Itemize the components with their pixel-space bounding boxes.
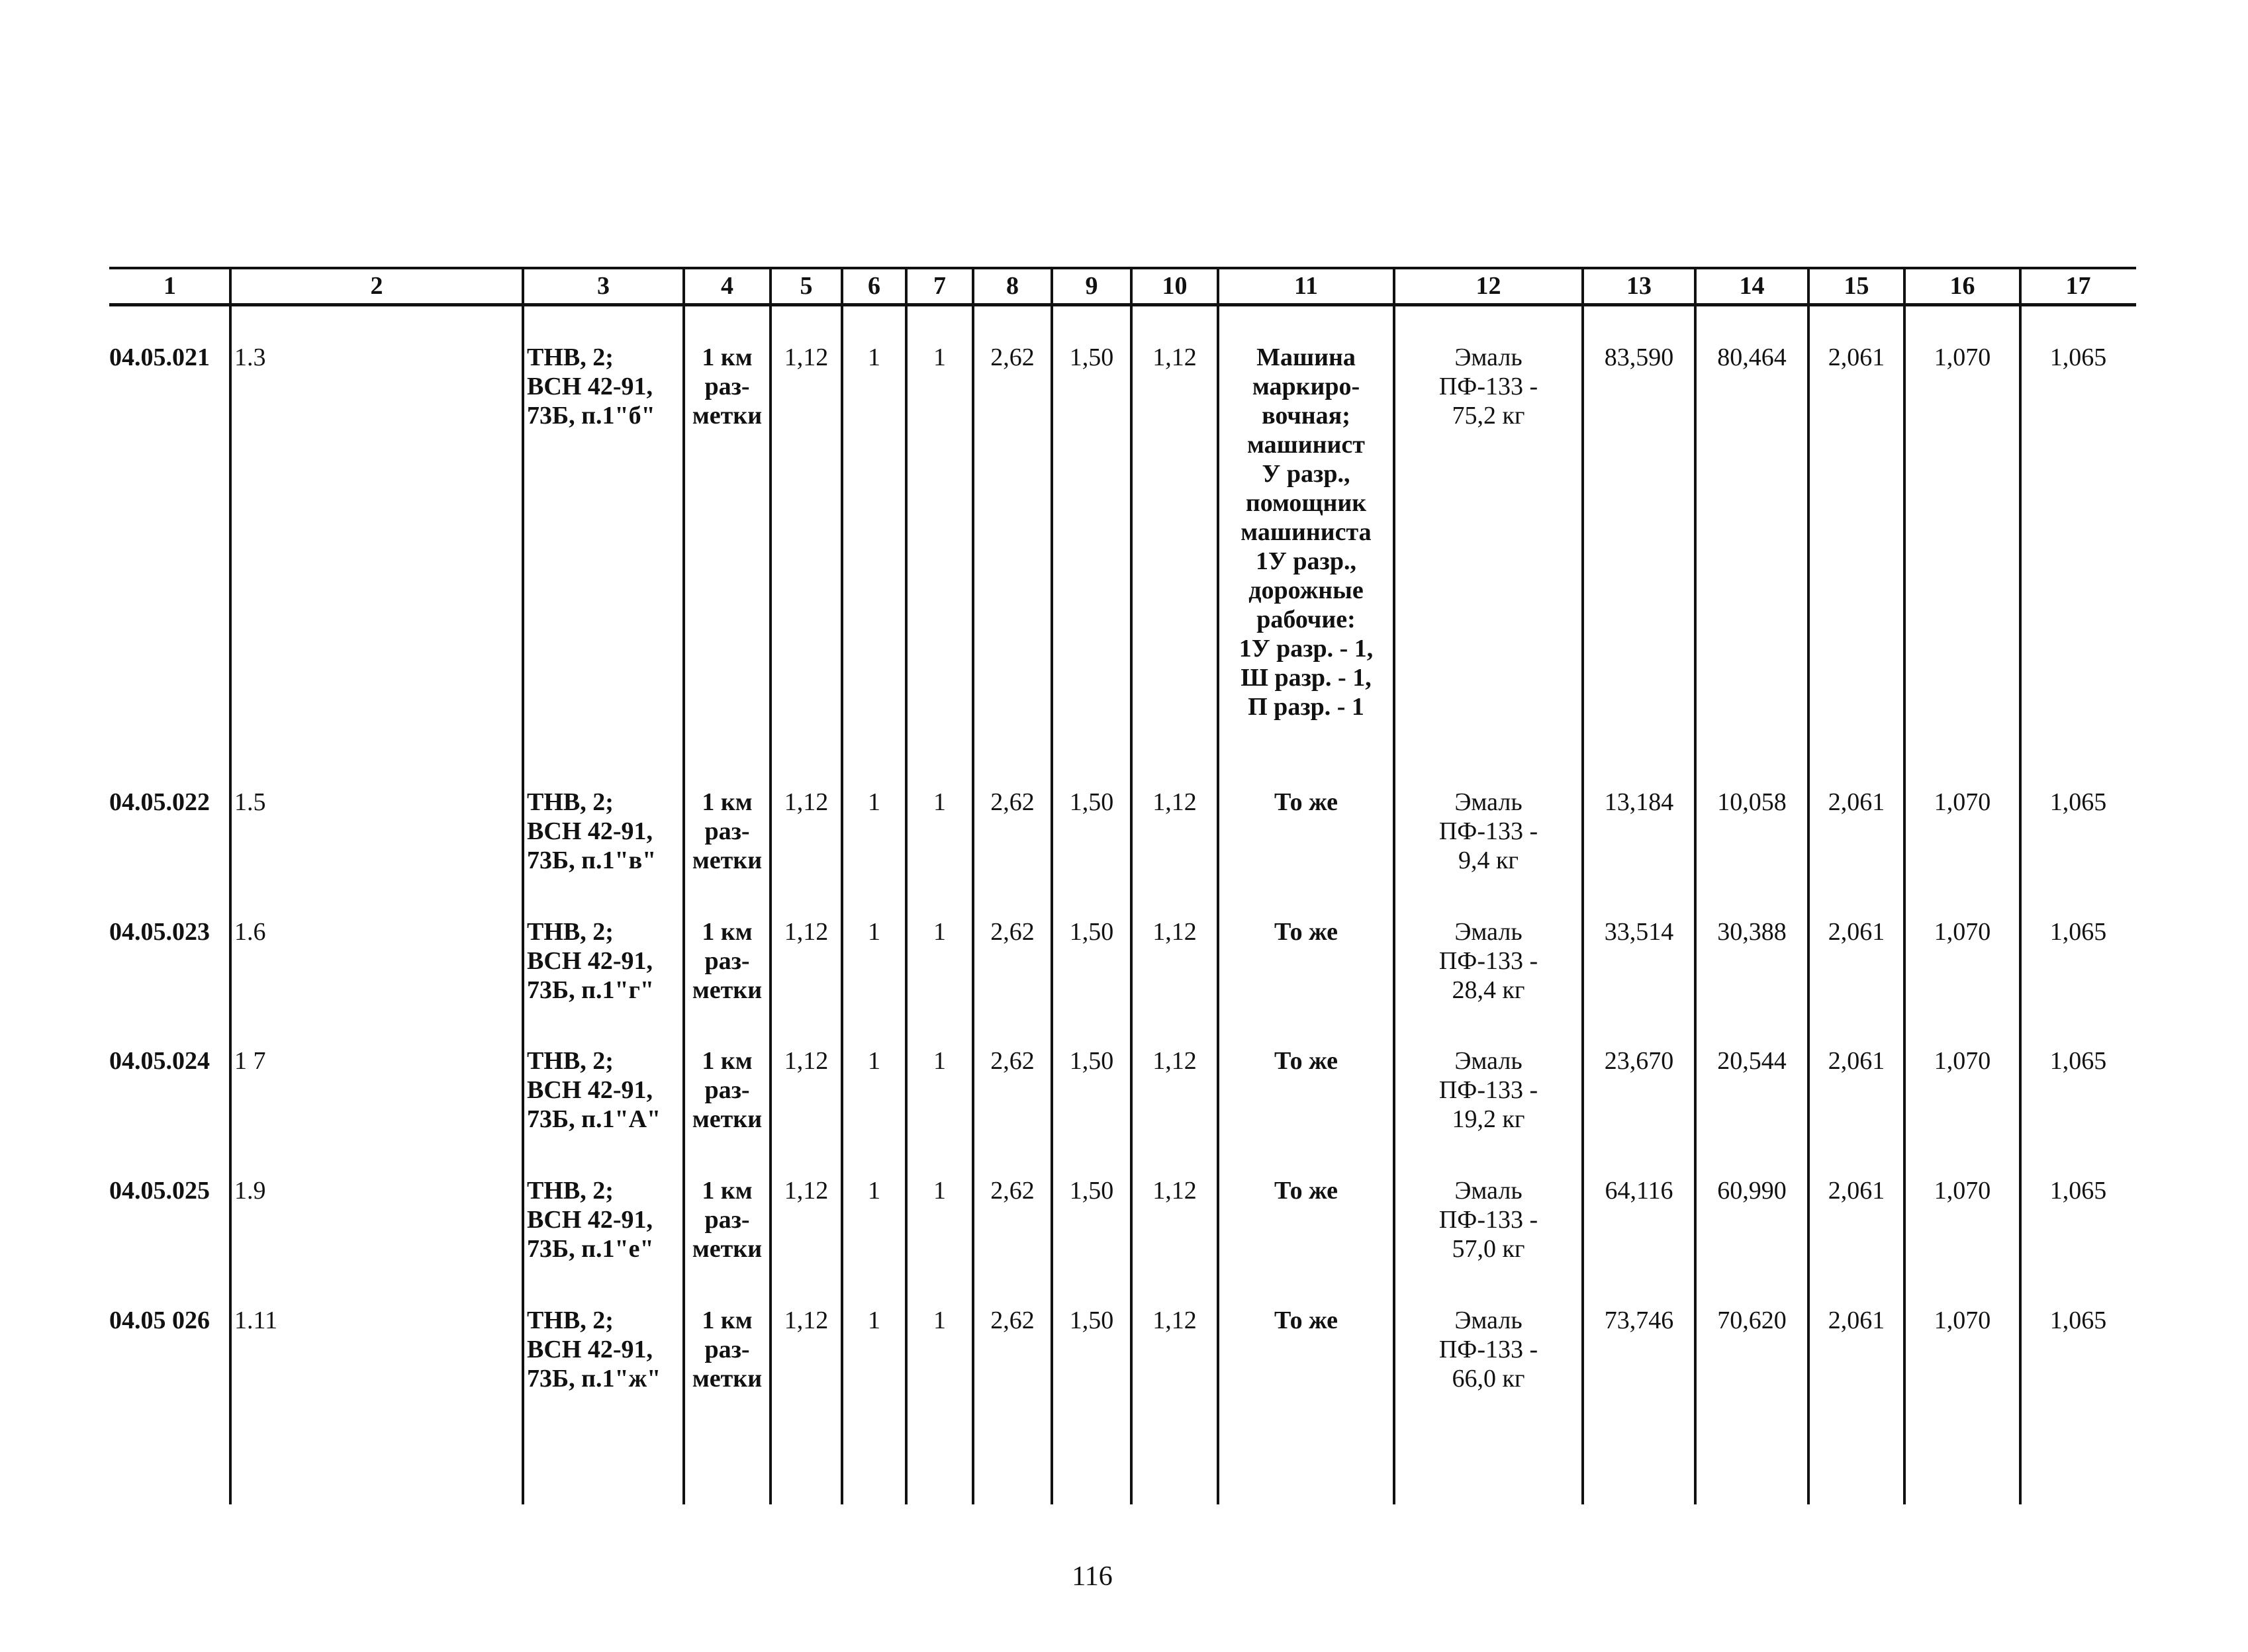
- column-header-14: 14: [1739, 272, 1765, 300]
- cell-col-9: 1,50: [1069, 344, 1114, 371]
- column-header-3: 3: [597, 272, 610, 300]
- column-rule: [1393, 267, 1395, 1504]
- cell-col-11: То же: [1274, 788, 1338, 816]
- cell-col-7: 1: [933, 918, 946, 946]
- column-rule: [1217, 267, 1219, 1504]
- cell-col-5: 1,12: [784, 1177, 829, 1205]
- column-rule: [1807, 267, 1810, 1504]
- cell-col-12: Эмаль ПФ-133 - 57,0 кг: [1438, 1177, 1538, 1263]
- cell-col-1: 04.05.024: [109, 1047, 210, 1075]
- cell-col-13: 73,746: [1604, 1307, 1674, 1334]
- cell-col-9: 1,50: [1069, 788, 1114, 816]
- column-header-13: 13: [1626, 272, 1652, 300]
- cell-col-11: Машина маркиро- вочная; машинист У разр., помощник машиниста 1У разр., дорожные рабочие: 1У разр. - 1, Ш разр. - 1, П разр. - 1: [1239, 344, 1374, 721]
- cell-col-8: 2,62: [990, 1047, 1035, 1075]
- cell-col-16: 1,070: [1934, 1047, 1991, 1075]
- cell-col-5: 1,12: [784, 344, 829, 371]
- column-header-12: 12: [1475, 272, 1501, 300]
- cell-col-7: 1: [933, 1047, 946, 1075]
- cell-col-7: 1: [933, 788, 946, 816]
- table-header-rule: [109, 303, 2136, 306]
- cell-col-14: 60,990: [1717, 1177, 1787, 1205]
- cell-col-10: 1,12: [1152, 1047, 1197, 1075]
- cell-col-5: 1,12: [784, 918, 829, 946]
- cell-col-6: 1: [868, 918, 880, 946]
- cell-col-3: ТНВ, 2; ВСН 42-91, 73Б, п.1"в": [527, 788, 657, 874]
- cell-col-15: 2,061: [1828, 344, 1885, 371]
- column-rule: [769, 267, 772, 1504]
- cell-col-9: 1,50: [1069, 918, 1114, 946]
- cell-col-9: 1,50: [1069, 1047, 1114, 1075]
- cell-col-3: ТНВ, 2; ВСН 42-91, 73Б, п.1"е": [527, 1177, 654, 1263]
- cell-col-1: 04.05.025: [109, 1177, 210, 1205]
- cell-col-6: 1: [868, 788, 880, 816]
- cell-col-15: 2,061: [1828, 1307, 1885, 1334]
- cell-col-2: 1.5: [234, 788, 266, 816]
- cell-col-10: 1,12: [1152, 918, 1197, 946]
- column-rule: [1051, 267, 1053, 1504]
- cell-col-2: 1.3: [234, 344, 266, 371]
- cell-col-14: 30,388: [1717, 918, 1787, 946]
- cell-col-13: 64,116: [1605, 1177, 1673, 1205]
- cell-col-9: 1,50: [1069, 1307, 1114, 1334]
- column-header-1: 1: [164, 272, 176, 300]
- cell-col-2: 1.11: [234, 1307, 278, 1334]
- cell-col-3: ТНВ, 2; ВСН 42-91, 73Б, п.1"г": [527, 918, 654, 1004]
- cell-col-5: 1,12: [784, 1047, 829, 1075]
- cell-col-6: 1: [868, 1047, 880, 1075]
- cell-col-13: 23,670: [1604, 1047, 1674, 1075]
- column-header-8: 8: [1006, 272, 1019, 300]
- column-header-2: 2: [370, 272, 383, 300]
- cell-col-15: 2,061: [1828, 918, 1885, 946]
- cell-col-14: 10,058: [1717, 788, 1787, 816]
- column-header-16: 16: [1949, 272, 1975, 300]
- cell-col-10: 1,12: [1152, 1177, 1197, 1205]
- column-rule: [1694, 267, 1697, 1504]
- cell-col-11: То же: [1274, 1307, 1338, 1334]
- cell-col-17: 1,065: [2049, 1047, 2107, 1075]
- cell-col-17: 1,065: [2049, 1307, 2107, 1334]
- column-header-17: 17: [2065, 272, 2091, 300]
- cell-col-13: 33,514: [1604, 918, 1674, 946]
- cell-col-9: 1,50: [1069, 1177, 1114, 1205]
- column-header-7: 7: [933, 272, 946, 300]
- cell-col-15: 2,061: [1828, 1177, 1885, 1205]
- column-rule: [1903, 267, 1906, 1504]
- cell-col-1: 04.05.022: [109, 788, 210, 816]
- cell-col-16: 1,070: [1934, 1177, 1991, 1205]
- cell-col-4: 1 км раз- метки: [692, 1047, 763, 1133]
- cell-col-17: 1,065: [2049, 1177, 2107, 1205]
- cell-col-1: 04.05 026: [109, 1307, 210, 1334]
- cell-col-17: 1,065: [2049, 918, 2107, 946]
- cell-col-1: 04.05.021: [109, 344, 210, 371]
- cell-col-4: 1 км раз- метки: [692, 1177, 763, 1263]
- cell-col-5: 1,12: [784, 788, 829, 816]
- cell-col-8: 2,62: [990, 1307, 1035, 1334]
- column-header-5: 5: [800, 272, 813, 300]
- cell-col-13: 83,590: [1604, 344, 1674, 371]
- cell-col-2: 1.9: [234, 1177, 266, 1205]
- cell-col-7: 1: [933, 1177, 946, 1205]
- column-rule: [841, 267, 843, 1504]
- column-rule: [905, 267, 908, 1504]
- cell-col-16: 1,070: [1934, 344, 1991, 371]
- cell-col-8: 2,62: [990, 1177, 1035, 1205]
- cell-col-5: 1,12: [784, 1307, 829, 1334]
- column-rule: [1581, 267, 1584, 1504]
- cell-col-10: 1,12: [1152, 788, 1197, 816]
- cell-col-12: Эмаль ПФ-133 - 19,2 кг: [1438, 1047, 1538, 1133]
- cell-col-16: 1,070: [1934, 918, 1991, 946]
- column-rule: [1130, 267, 1133, 1504]
- column-header-9: 9: [1085, 272, 1098, 300]
- cell-col-17: 1,065: [2049, 344, 2107, 371]
- cell-col-4: 1 км раз- метки: [692, 788, 763, 874]
- cell-col-7: 1: [933, 344, 946, 371]
- cell-col-11: То же: [1274, 1047, 1338, 1075]
- cell-col-14: 70,620: [1717, 1307, 1787, 1334]
- column-rule: [2019, 267, 2022, 1504]
- column-rule: [229, 267, 232, 1504]
- cell-col-2: 1.6: [234, 918, 266, 946]
- column-header-10: 10: [1162, 272, 1188, 300]
- cell-col-10: 1,12: [1152, 1307, 1197, 1334]
- cell-col-15: 2,061: [1828, 1047, 1885, 1075]
- cell-col-11: То же: [1274, 918, 1338, 946]
- cell-col-4: 1 км раз- метки: [692, 918, 763, 1004]
- cell-col-1: 04.05.023: [109, 918, 210, 946]
- cell-col-6: 1: [868, 1307, 880, 1334]
- column-rule: [972, 267, 974, 1504]
- cell-col-12: Эмаль ПФ-133 - 28,4 кг: [1438, 918, 1538, 1004]
- cell-col-3: ТНВ, 2; ВСН 42-91, 73Б, п.1"б": [527, 344, 655, 430]
- column-rule: [682, 267, 685, 1504]
- cell-col-6: 1: [868, 1177, 880, 1205]
- cell-col-8: 2,62: [990, 344, 1035, 371]
- column-header-4: 4: [721, 272, 733, 300]
- cell-col-7: 1: [933, 1307, 946, 1334]
- column-header-11: 11: [1294, 272, 1318, 300]
- cell-col-3: ТНВ, 2; ВСН 42-91, 73Б, п.1"ж": [527, 1307, 661, 1393]
- cell-col-11: То же: [1274, 1177, 1338, 1205]
- cell-col-6: 1: [868, 344, 880, 371]
- cell-col-4: 1 км раз- метки: [692, 344, 763, 430]
- cell-col-4: 1 км раз- метки: [692, 1307, 763, 1393]
- cell-col-15: 2,061: [1828, 788, 1885, 816]
- cell-col-3: ТНВ, 2; ВСН 42-91, 73Б, п.1"А": [527, 1047, 661, 1133]
- cell-col-14: 80,464: [1717, 344, 1787, 371]
- cell-col-16: 1,070: [1934, 1307, 1991, 1334]
- cell-col-8: 2,62: [990, 918, 1035, 946]
- cell-col-12: Эмаль ПФ-133 - 9,4 кг: [1438, 788, 1538, 874]
- cell-col-16: 1,070: [1934, 788, 1991, 816]
- cell-col-13: 13,184: [1604, 788, 1674, 816]
- cell-col-17: 1,065: [2049, 788, 2107, 816]
- column-header-15: 15: [1844, 272, 1869, 300]
- cell-col-14: 20,544: [1717, 1047, 1787, 1075]
- cell-col-12: Эмаль ПФ-133 - 66,0 кг: [1438, 1307, 1538, 1393]
- table-top-rule: [109, 267, 2136, 269]
- page-number: 116: [1072, 1561, 1113, 1592]
- cell-col-12: Эмаль ПФ-133 - 75,2 кг: [1438, 344, 1538, 430]
- cell-col-2: 1 7: [234, 1047, 266, 1075]
- column-header-6: 6: [868, 272, 880, 300]
- cell-col-10: 1,12: [1152, 344, 1197, 371]
- cell-col-8: 2,62: [990, 788, 1035, 816]
- column-rule: [522, 267, 524, 1504]
